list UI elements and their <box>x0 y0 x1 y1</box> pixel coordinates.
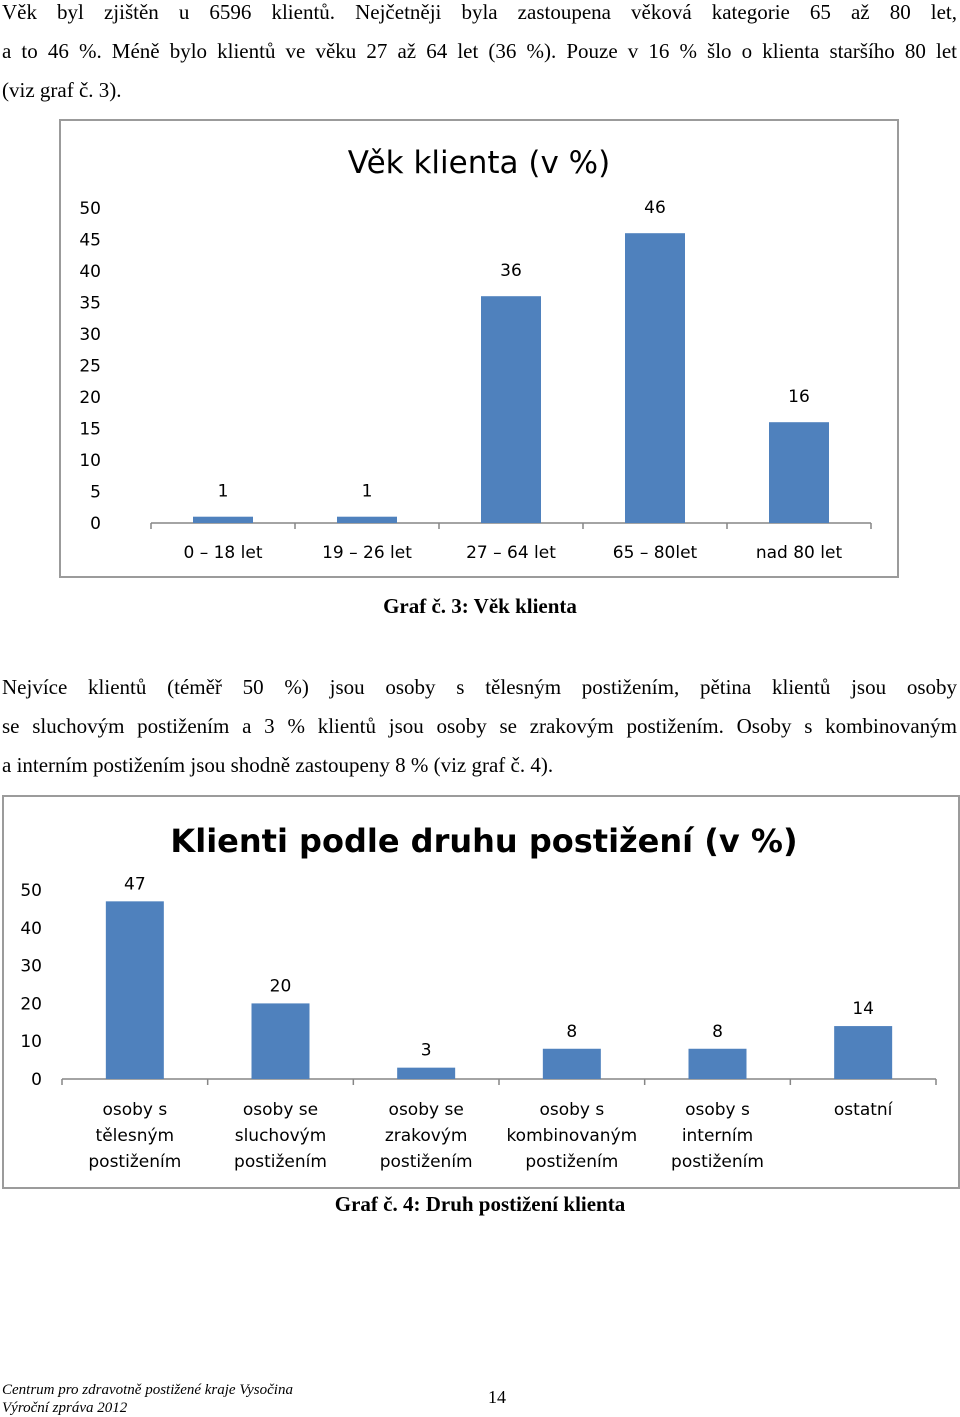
data-label: 47 <box>124 874 146 895</box>
data-label: 16 <box>788 387 810 408</box>
category-label: postižením <box>671 1152 764 1172</box>
y-tick-label: 5 <box>90 482 101 503</box>
data-label: 8 <box>712 1021 723 1042</box>
y-tick-label: 45 <box>79 230 101 251</box>
category-label: interním <box>681 1126 754 1146</box>
y-tick-label: 30 <box>20 956 42 977</box>
y-tick-label: 40 <box>79 262 101 282</box>
page-number: 14 <box>488 1387 506 1407</box>
y-tick-label: 40 <box>20 918 42 939</box>
body-line-2: se sluchovým postižením a 3 % klientů jsou osoby se zrakovým postižením. Osoby s kombinovaným <box>2 714 957 738</box>
intro-line-3: (viz graf č. 3). <box>2 78 122 102</box>
category-label: 27 – 64 let <box>466 543 556 563</box>
bar <box>689 1049 747 1079</box>
data-label: 1 <box>361 481 373 502</box>
category-label: postižením <box>88 1152 182 1172</box>
bar <box>543 1049 601 1079</box>
y-tick-label: 50 <box>20 881 42 901</box>
category-label: tělesným <box>95 1126 175 1146</box>
y-tick-label: 20 <box>20 994 42 1015</box>
bar <box>769 422 829 523</box>
intro-paragraph <box>2 0 957 110</box>
y-tick-label: 0 <box>31 1070 42 1090</box>
y-tick-label: 25 <box>79 356 101 377</box>
category-label: nad 80 let <box>755 543 843 563</box>
y-tick-label: 20 <box>79 388 101 408</box>
intro-line-1: Věk byl zjištěn u 6596 klientů. Nejčetněji byla zastoupena věková kategorie 65 až 80 let, <box>2 0 957 24</box>
footer-report-title: Výroční zpráva 2012 <box>2 1400 128 1416</box>
y-tick-label: 30 <box>79 325 101 345</box>
age-chart <box>61 121 897 576</box>
bar <box>337 517 397 523</box>
intro-line-2: a to 46 %. Méně bylo klientů ve věku 27 až 64 let (36 %). Pouze v 16 % šlo o klienta staršího 80 let <box>2 39 957 63</box>
category-label: postižením <box>379 1152 473 1172</box>
data-label: 1 <box>217 481 229 502</box>
y-tick-label: 10 <box>79 451 101 471</box>
category-label: 0 – 18 let <box>183 543 263 563</box>
bar <box>106 901 164 1079</box>
category-label: kombinovaným <box>506 1126 638 1146</box>
category-label: osoby s <box>685 1100 750 1120</box>
chart-caption-2: Graf č. 4: Druh postižení klienta <box>334 1192 626 1216</box>
bar <box>625 233 685 523</box>
bar <box>834 1026 892 1079</box>
y-tick-label: 10 <box>20 1032 42 1053</box>
chart-title: Věk klienta (v %) <box>347 145 611 181</box>
data-label: 8 <box>566 1021 578 1042</box>
category-label: 65 – 80let <box>612 543 698 563</box>
bar <box>481 296 541 523</box>
body-paragraph <box>2 668 957 785</box>
y-tick-label: 50 <box>79 199 101 219</box>
y-tick-label: 35 <box>79 293 101 314</box>
category-label: osoby se <box>242 1100 319 1120</box>
footer <box>2 1381 293 1417</box>
data-label: 3 <box>420 1040 432 1061</box>
category-label: postižením <box>234 1152 327 1172</box>
category-label: osoby s <box>102 1100 168 1120</box>
body-line-3: a interním postižením jsou shodně zastoupeny 8 % (viz graf č. 4). <box>2 753 554 777</box>
data-label: 36 <box>500 261 522 282</box>
y-tick-label: 15 <box>79 419 101 440</box>
bar <box>193 517 253 523</box>
category-label: sluchovým <box>234 1126 327 1146</box>
category-label: osoby s <box>539 1100 605 1120</box>
bar <box>397 1068 455 1079</box>
data-label: 14 <box>852 999 874 1020</box>
category-label: postižením <box>525 1152 619 1172</box>
age-chart-frame <box>59 119 899 578</box>
category-label: ostatní <box>833 1100 893 1120</box>
body-line-1: Nejvíce klientů (téměř 50 %) jsou osoby s tělesným postižením, pětina klientů jsou osoby <box>2 675 957 699</box>
disability-chart-frame <box>2 795 960 1189</box>
data-label: 46 <box>644 198 666 219</box>
y-tick-label: 0 <box>90 514 101 534</box>
bar <box>252 1003 310 1079</box>
category-label: zrakovým <box>384 1126 468 1146</box>
chart-caption-1: Graf č. 3: Věk klienta <box>383 594 577 618</box>
category-label: 19 – 26 let <box>322 543 412 563</box>
data-label: 20 <box>269 976 292 997</box>
disability-chart <box>4 797 958 1187</box>
footer-organization: Centrum pro zdravotně postižené kraje Vysočina <box>2 1382 293 1398</box>
chart-title: Klienti podle druhu postižení (v %) <box>170 822 798 860</box>
category-label: osoby se <box>388 1100 464 1120</box>
